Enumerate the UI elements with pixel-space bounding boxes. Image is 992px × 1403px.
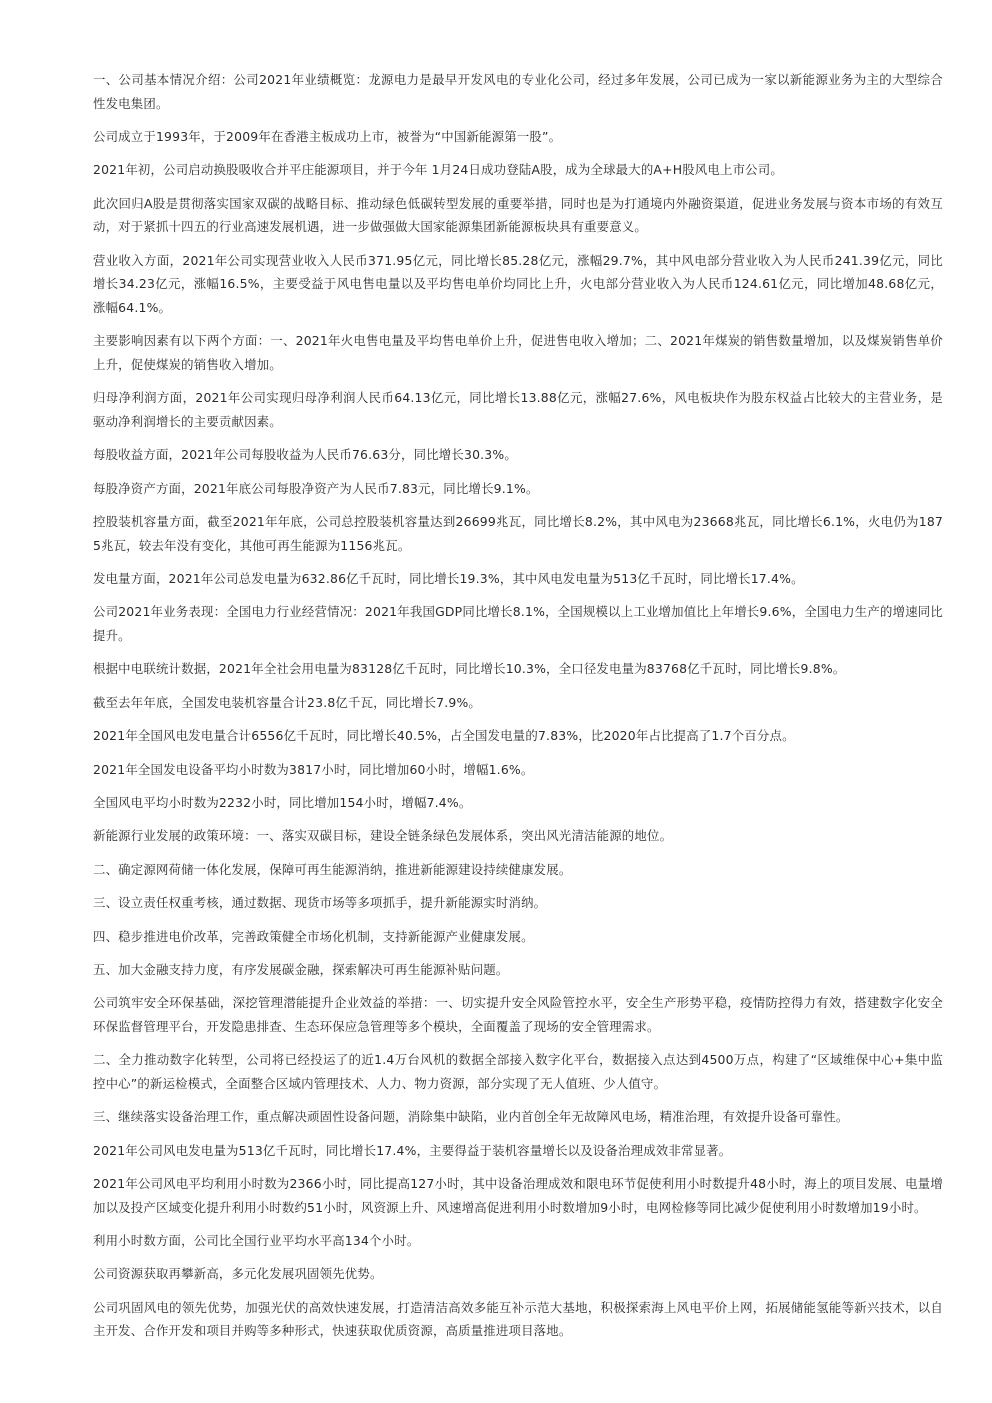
paragraph-equipment-governance: 三、继续落实设备治理工作，重点解决顽固性设备问题，消除集中缺陷，业内首创全年无故障风电场，精准治理，有效提升设备可靠性。 <box>93 1109 849 1125</box>
paragraph-policy-5: 五、加大金融支持力度，有序发展碳金融，探索解决可再生能源补贴问题。 <box>93 961 509 977</box>
paragraph-installed-capacity: 控股装机容量方面，截至2021年年底，公司总控股装机容量达到26699兆瓦，同比增长8.2%，其中风电为23668兆瓦，同比增长6.1%，火电仍为1875兆瓦，较去年没有变化，其他可再生能源为1156兆瓦。 <box>93 514 943 553</box>
paragraph-national-wind-hours: 全国风电平均小时数为2232小时，同比增加154小时，增幅7.4%。 <box>93 795 472 810</box>
paragraph-hours-vs-industry: 利用小时数方面，公司比全国行业平均水平高134个小时。 <box>93 1233 420 1249</box>
paragraph-cec-statistics: 根据中电联统计数据，2021年全社会用电量为83128亿千瓦时，同比增长10.3%，全口径发电量为83768亿千瓦时，同比增长9.8%。 <box>93 661 846 677</box>
paragraph-net-profit: 归母净利润方面，2021年公司实现归母净利润人民币64.13亿元，同比增长13.88亿元，涨幅27.6%，风电板块作为股东权益占比较大的主营业务，是驱动净利润增长的主要贡献因素。 <box>93 390 943 429</box>
paragraph-policy-3: 三、设立责任权重考核，通过数据、现货市场等多项抓手，提升新能源实时消纳。 <box>93 895 547 911</box>
paragraph-power-generation: 发电量方面，2021年公司总发电量为632.86亿千瓦时，同比增长19.3%，其中风电发电量为513亿千瓦时，同比增长17.4%。 <box>93 571 804 587</box>
paragraph-national-hours: 2021年全国发电设备平均小时数为3817小时，同比增加60小时，增幅1.6%。 <box>93 761 534 777</box>
paragraph-national-capacity: 截至去年年底，全国发电装机容量合计23.8亿千瓦，同比增长7.9%。 <box>93 694 482 710</box>
document-body <box>93 68 943 1353</box>
paragraph-nav-per-share: 每股净资产方面，2021年底公司每股净资产为人民币7.83元，同比增长9.1%。 <box>93 480 539 496</box>
paragraph-policy-2: 二、确定源网荷储一体化发展，保障可再生能源消纳，推进新能源建设持续健康发展。 <box>93 861 572 877</box>
paragraph-industry-performance: 公司2021年业务表现：全国电力行业经营情况：2021年我国GDP同比增长8.1%，全国规模以上工业增加值比上年增长9.6%，全国电力生产的增速同比提升。 <box>93 604 943 644</box>
paragraph-digital-transformation: 二、全力推动数字化转型，公司将已经投运了的近1.4万台风机的数据全部接入数字化平台，数据接入点达到4500万点，构建了“区域维保中心+集中监控中心”的新运检模式，全面整合区域内管理技术、人力、物力资源，部分实现了无人值班、少人值守。 <box>93 1052 943 1091</box>
paragraph-revenue: 营业收入方面，2021年公司实现营业收入人民币371.95亿元，同比增长85.28亿元，涨幅29.7%，其中风电部分营业收入为人民币241.39亿元，同比增长34.23亿元，涨幅16.5%，主要受益于风电售电量以及平均售电单价均同比上升，火电部分营业收入为人民币124.61亿元，同比增加48.68亿元，涨幅64.1%。 <box>93 252 943 315</box>
paragraph-safety-measures: 公司筑牢安全环保基础，深挖管理潜能提升企业效益的举措：一、切实提升安全风险管控水平，安全生产形势平稳，疫情防控得力有效，搭建数字化安全环保监督管理平台，开发隐患排查、生态环保应急管理等多个模块，全面覆盖了现场的安全管理需求。 <box>93 995 943 1034</box>
paragraph-founding: 公司成立于1993年，于2009年在香港主板成功上市，被誉为“中国新能源第一股”。 <box>93 128 562 144</box>
paragraph-a-share-listing: 2021年初，公司启动换股吸收合并平庄能源项目，并于今年 1月24日成功登陆A股，成为全球最大的A+H股风电上市公司。 <box>93 162 783 178</box>
paragraph-policy-1: 新能源行业发展的政策环境：一、落实双碳目标，建设全链条绿色发展体系，突出风光清洁能源的地位。 <box>93 828 673 844</box>
paragraph-a-share-significance: 此次回归A股是贯彻落实国家双碳的战略目标、推动绿色低碳转型发展的重要举措，同时也是为打通境内外融资渠道，促进业务发展与资本市场的有效互动，对于紧抓十四五的行业高速发展机遇，进一步做强做大国家能源集团新能源板块具有重要意义。 <box>93 195 943 235</box>
paragraph-utilization-hours: 2021年公司风电平均利用小时数为2366小时，同比提高127小时，其中设备治理成效和限电环节促使利用小时数提升48小时，海上的项目发展、电量增加以及投产区域变化提升利用小时数约51小时，风资源上升、风速增高促进利用小时数增加9小时，电网检修等同比减少促使利用小时数增加19小时。 <box>93 1176 943 1215</box>
paragraph-leading-advantage: 公司巩固风电的领先优势，加强光伏的高效快速发展，打造清洁高效多能互补示范大基地，积极探索海上风电平价上网，拓展储能氢能等新兴技术，以自主开发、合作开发和项目并购等多种形式，快速获取优质资源，高质量推进项目落地。 <box>93 1299 943 1339</box>
paragraph-company-overview: 一、公司基本情况介绍：公司2021年业绩概览：龙源电力是最早开发风电的专业化公司，经过多年发展，公司已成为一家以新能源业务为主的大型综合性发电集团。 <box>93 72 943 111</box>
paragraph-eps: 每股收益方面，2021年公司每股收益为人民币76.63分，同比增长30.3%。 <box>93 447 517 463</box>
paragraph-revenue-factors: 主要影响因素有以下两个方面：一、2021年火电售电量及平均售电单价上升，促进售电收入增加；二、2021年煤炭的销售数量增加，以及煤炭销售单价上升，促使煤炭的销售收入增加。 <box>93 333 943 372</box>
paragraph-national-wind-generation: 2021年全国风电发电量合计6556亿千瓦时，同比增长40.5%，占全国发电量的7.83%，比2020年占比提高了1.7个百分点。 <box>93 728 795 744</box>
paragraph-wind-generation: 2021年公司风电发电量为513亿千瓦时，同比增长17.4%，主要得益于装机容量增长以及设备治理成效非常显著。 <box>93 1142 732 1158</box>
paragraph-resource-acquisition: 公司资源获取再攀新高，多元化发展巩固领先优势。 <box>93 1266 383 1282</box>
paragraph-policy-4: 四、稳步推进电价改革，完善政策健全市场化机制，支持新能源产业健康发展。 <box>93 928 534 944</box>
